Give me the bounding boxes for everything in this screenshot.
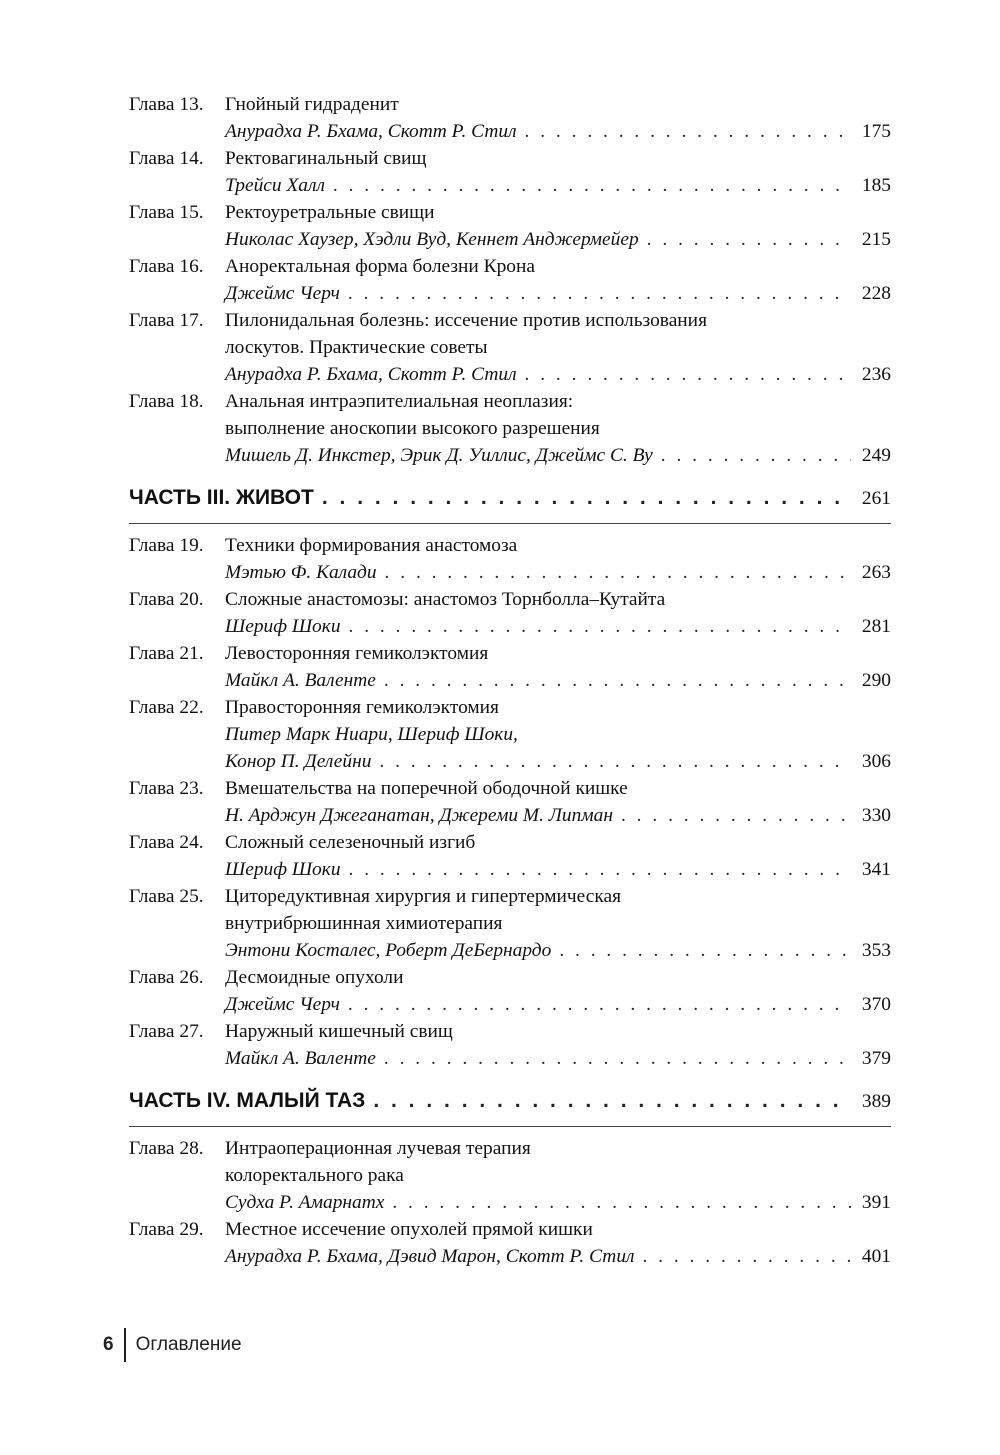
- dot-leader: [322, 483, 851, 513]
- page-number: 228: [861, 283, 891, 304]
- chapter-label: Глава 28.: [129, 1138, 204, 1159]
- chapter-authors: Шериф Шоки: [225, 859, 341, 880]
- part-line: [129, 483, 891, 514]
- chapter-entry[interactable]: [129, 145, 891, 199]
- page-footer: [103, 1326, 242, 1364]
- chapter-title-line: [129, 91, 891, 118]
- chapter-title: Аноректальная форма болезни Крона: [225, 256, 535, 277]
- chapter-entry[interactable]: [129, 640, 891, 694]
- dot-leader: [373, 1086, 851, 1116]
- chapter-title: Вмешательства на поперечной ободочной кишке: [225, 778, 628, 799]
- chapter-label: Глава 17.: [129, 310, 204, 331]
- page-number: 236: [861, 364, 891, 385]
- chapter-label: Глава 23.: [129, 778, 204, 799]
- dot-leader: [647, 226, 851, 253]
- chapter-title: Ректовагинальный свищ: [225, 148, 427, 169]
- chapter-title: Сложный селезеночный изгиб: [225, 832, 476, 853]
- chapter-authors: Конор П. Делейни: [225, 751, 372, 772]
- chapter-title-line: [129, 199, 891, 226]
- dot-leader: [642, 1243, 851, 1270]
- chapter-title: Десмоидные опухоли: [225, 967, 404, 988]
- chapter-title: Ректоуретральные свищи: [225, 202, 435, 223]
- chapter-title: Сложные анастомозы: анастомоз Торнболла–Кутайта: [225, 589, 666, 610]
- page-number: 6: [103, 1334, 114, 1355]
- chapter-label: Глава 15.: [129, 202, 204, 223]
- page-number: 401: [861, 1246, 891, 1267]
- chapter-title-line: [129, 910, 891, 937]
- page-number: 370: [861, 994, 891, 1015]
- page-number: 379: [861, 1048, 891, 1069]
- chapter-entry[interactable]: [129, 1135, 891, 1216]
- running-head: Оглавление: [135, 1334, 242, 1355]
- chapter-entry[interactable]: [129, 253, 891, 307]
- chapter-authors-line: [129, 667, 891, 694]
- page-number: 281: [861, 616, 891, 637]
- dot-leader: [348, 280, 851, 307]
- page-number: 175: [861, 121, 891, 142]
- dot-leader: [379, 748, 851, 775]
- chapter-authors: Шериф Шоки: [225, 616, 341, 637]
- chapter-entry[interactable]: [129, 91, 891, 145]
- chapter-label: Глава 25.: [129, 886, 204, 907]
- dot-leader: [349, 856, 851, 883]
- chapter-title: Пилонидальная болезнь: иссечение против использования: [225, 310, 707, 331]
- chapter-authors: Анурадха Р. Бхама, Скотт Р. Стил: [225, 364, 517, 385]
- chapter-title-line: [129, 253, 891, 280]
- chapter-authors: Анурадха Р. Бхама, Дэвид Марон, Скотт Р. Стил: [225, 1246, 635, 1267]
- chapter-authors-line: [129, 361, 891, 388]
- chapter-authors: Николас Хаузер, Хэдли Вуд, Кеннет Анджермейер: [225, 229, 639, 250]
- part-heading[interactable]: [129, 1086, 891, 1127]
- chapter-title: Циторедуктивная хирургия и гипертермическая: [225, 886, 622, 907]
- chapter-title: колоректального рака: [225, 1165, 404, 1186]
- page-number: 263: [861, 562, 891, 583]
- chapter-entry[interactable]: [129, 694, 891, 775]
- dot-leader: [392, 1189, 851, 1216]
- chapter-title: Техники формирования анастомоза: [225, 535, 518, 556]
- dot-leader: [349, 613, 851, 640]
- chapter-label: Глава 29.: [129, 1219, 204, 1240]
- page-number: 261: [861, 488, 891, 509]
- chapter-authors-line: [129, 559, 891, 586]
- chapter-title-line: [129, 586, 891, 613]
- chapter-authors-line: [129, 937, 891, 964]
- chapter-entry[interactable]: [129, 1018, 891, 1072]
- dot-leader: [559, 937, 851, 964]
- chapter-title-line: [129, 415, 891, 442]
- chapter-authors-line: [129, 1189, 891, 1216]
- chapter-title: Гнойный гидраденит: [225, 94, 399, 115]
- chapter-entry[interactable]: [129, 883, 891, 964]
- page-number: 330: [861, 805, 891, 826]
- chapter-authors-line: [129, 226, 891, 253]
- dot-leader: [348, 991, 851, 1018]
- chapter-authors-line: [129, 1243, 891, 1270]
- part-divider: [129, 1126, 891, 1127]
- part-title: ЧАСТЬ IV. МАЛЫЙ ТАЗ: [129, 1089, 366, 1112]
- page-number: 290: [861, 670, 891, 691]
- chapter-title-line: [129, 694, 891, 721]
- dot-leader: [384, 1045, 851, 1072]
- chapter-authors: Майкл А. Валенте: [225, 1048, 376, 1069]
- chapter-authors: Мишель Д. Инкстер, Эрик Д. Уиллис, Джеймс С. Ву: [225, 445, 653, 466]
- chapter-title-line: [129, 1018, 891, 1045]
- chapter-title-line: [129, 145, 891, 172]
- chapter-title-line: [129, 532, 891, 559]
- chapter-label: Глава 18.: [129, 391, 204, 412]
- chapter-label: Глава 26.: [129, 967, 204, 988]
- chapter-entry[interactable]: [129, 199, 891, 253]
- dot-leader: [661, 442, 851, 469]
- chapter-authors-line: [129, 172, 891, 199]
- footer-divider: [124, 1328, 126, 1362]
- chapter-title-line: [129, 964, 891, 991]
- dot-leader: [525, 361, 851, 388]
- page-number: 391: [861, 1192, 891, 1213]
- chapter-authors-line: [129, 442, 891, 469]
- chapter-authors-line: [129, 721, 891, 748]
- chapter-title: Наружный кишечный свищ: [225, 1021, 453, 1042]
- dot-leader: [621, 802, 851, 829]
- chapter-authors-line: [129, 1045, 891, 1072]
- chapter-title: Левосторонняя гемиколэктомия: [225, 643, 489, 664]
- page-number: 341: [861, 859, 891, 880]
- chapter-title-line: [129, 1162, 891, 1189]
- chapter-title: Анальная интраэпителиальная неоплазия:: [225, 391, 574, 412]
- page-number: 353: [861, 940, 891, 961]
- chapter-label: Глава 13.: [129, 94, 204, 115]
- part-divider: [129, 523, 891, 524]
- page-number: 185: [861, 175, 891, 196]
- chapter-title: Интраоперационная лучевая терапия: [225, 1138, 531, 1159]
- chapter-entry[interactable]: [129, 1216, 891, 1270]
- page-number: 215: [861, 229, 891, 250]
- chapter-label: Глава 19.: [129, 535, 204, 556]
- chapter-title-line: [129, 883, 891, 910]
- chapter-label: Глава 20.: [129, 589, 204, 610]
- page-number: 306: [861, 751, 891, 772]
- chapter-entry[interactable]: [129, 307, 891, 388]
- dot-leader: [385, 559, 851, 586]
- chapter-title-line: [129, 1135, 891, 1162]
- chapter-authors-line: [129, 991, 891, 1018]
- chapter-authors: Судха Р. Амарнатх: [225, 1192, 385, 1213]
- chapter-title-line: [129, 775, 891, 802]
- chapter-authors-line: [129, 118, 891, 145]
- chapter-title: Местное иссечение опухолей прямой кишки: [225, 1219, 593, 1240]
- chapter-authors: Майкл А. Валенте: [225, 670, 376, 691]
- part-title: ЧАСТЬ III. ЖИВОТ: [129, 486, 314, 509]
- page-number: 389: [861, 1091, 891, 1112]
- chapter-authors-line: [129, 748, 891, 775]
- chapter-title-line: [129, 829, 891, 856]
- chapter-entry[interactable]: [129, 388, 891, 469]
- chapter-authors: Трейси Халл: [225, 175, 325, 196]
- dot-leader: [384, 667, 851, 694]
- chapter-authors: Джеймс Черч: [225, 994, 340, 1015]
- chapter-authors: Питер Марк Ниари, Шериф Шоки,: [225, 724, 518, 745]
- chapter-title: выполнение аноскопии высокого разрешения: [225, 418, 600, 439]
- chapter-authors: Анурадха Р. Бхама, Скотт Р. Стил: [225, 121, 517, 142]
- chapter-authors-line: [129, 280, 891, 307]
- chapter-authors-line: [129, 802, 891, 829]
- chapter-title: внутрибрюшинная химиотерапия: [225, 913, 503, 934]
- chapter-title-line: [129, 388, 891, 415]
- chapter-title-line: [129, 640, 891, 667]
- chapter-label: Глава 14.: [129, 148, 204, 169]
- chapter-title-line: [129, 334, 891, 361]
- chapter-label: Глава 22.: [129, 697, 204, 718]
- dot-leader: [525, 118, 851, 145]
- chapter-title-line: [129, 1216, 891, 1243]
- chapter-title: Правосторонняя гемиколэктомия: [225, 697, 499, 718]
- chapter-authors: Н. Арджун Джеганатан, Джереми М. Липман: [225, 805, 613, 826]
- page-number: 249: [861, 445, 891, 466]
- table-of-contents: [129, 91, 891, 1270]
- chapter-authors: Джеймс Черч: [225, 283, 340, 304]
- part-heading[interactable]: [129, 483, 891, 524]
- chapter-authors-line: [129, 856, 891, 883]
- chapter-entry[interactable]: [129, 586, 891, 640]
- chapter-entry[interactable]: [129, 964, 891, 1018]
- dot-leader: [333, 172, 851, 199]
- chapter-authors: Энтони Косталес, Роберт ДеБернардо: [225, 940, 552, 961]
- chapter-authors: Мэтью Ф. Калади: [225, 562, 377, 583]
- chapter-authors-line: [129, 613, 891, 640]
- chapter-entry[interactable]: [129, 775, 891, 829]
- chapter-entry[interactable]: [129, 829, 891, 883]
- chapter-title-line: [129, 307, 891, 334]
- chapter-label: Глава 24.: [129, 832, 204, 853]
- chapter-entry[interactable]: [129, 532, 891, 586]
- chapter-label: Глава 16.: [129, 256, 204, 277]
- chapter-label: Глава 27.: [129, 1021, 204, 1042]
- chapter-label: Глава 21.: [129, 643, 204, 664]
- part-line: [129, 1086, 891, 1117]
- chapter-title: лоскутов. Практические советы: [225, 337, 488, 358]
